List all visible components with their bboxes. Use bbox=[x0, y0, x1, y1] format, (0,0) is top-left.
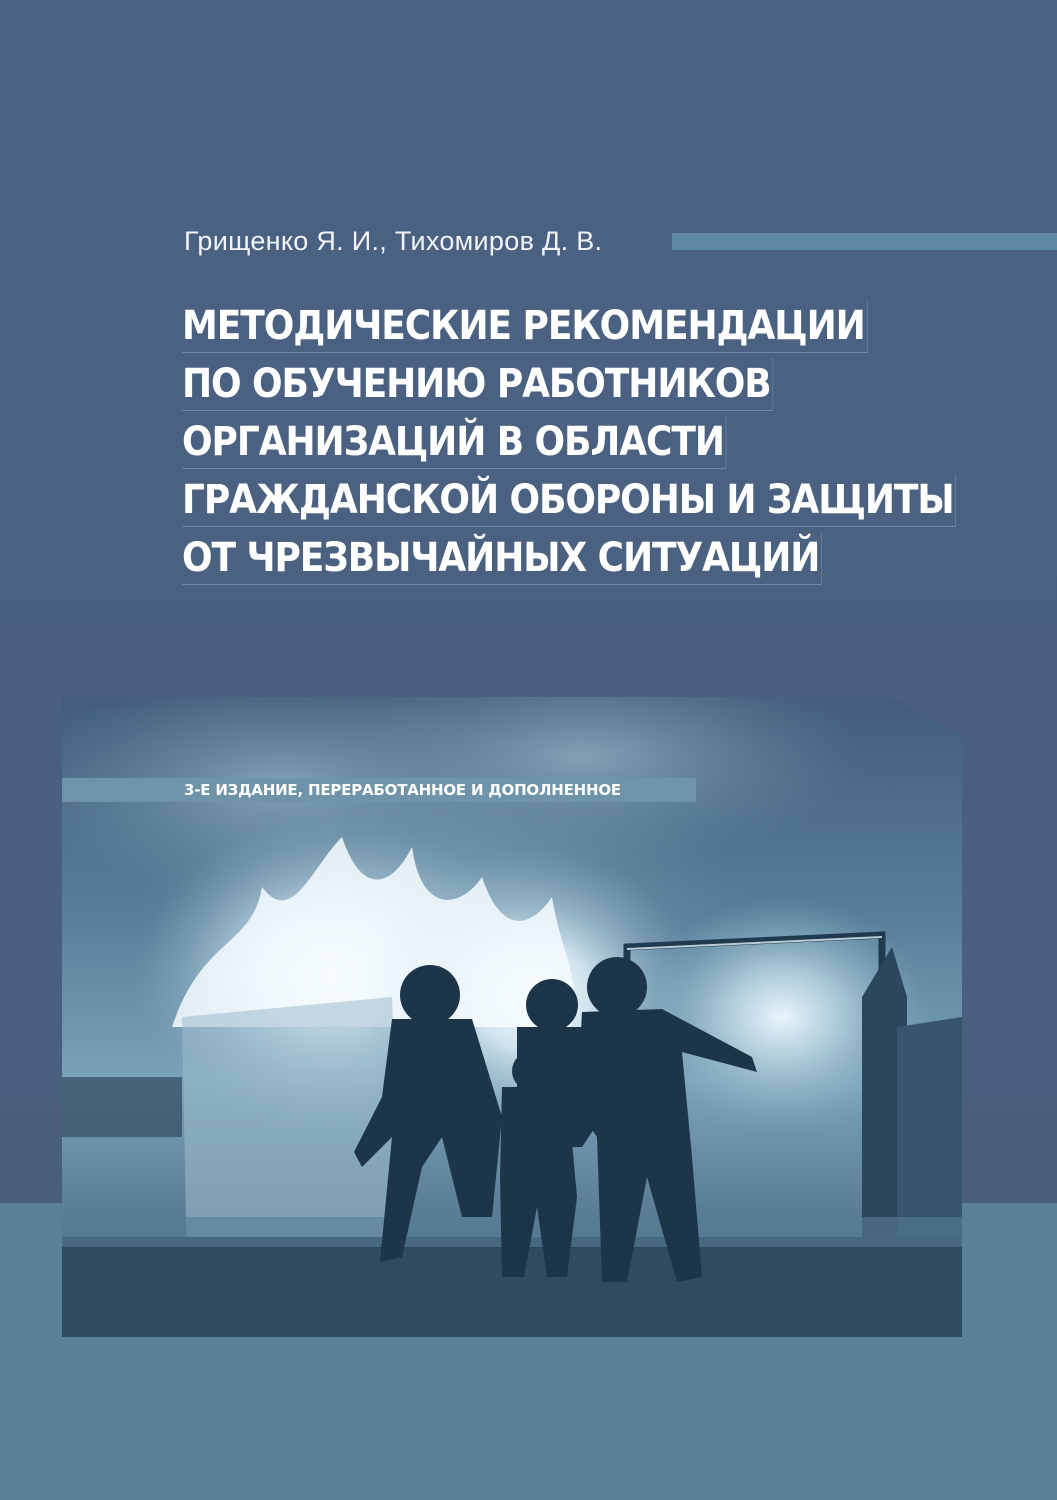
title-line-2: ПО ОБУЧЕНИЮ РАБОТНИКОВ bbox=[182, 358, 773, 411]
title-line-1: МЕТОДИЧЕСКИЕ РЕКОМЕНДАЦИИ bbox=[182, 300, 867, 353]
edition-label: 3-Е ИЗДАНИЕ, ПЕРЕРАБОТАННОЕ И ДОПОЛНЕННОЕ bbox=[184, 781, 621, 799]
title-line-4: ГРАЖДАНСКОЙ ОБОРОНЫ И ЗАЩИТЫ bbox=[182, 474, 956, 527]
authors: Грищенко Я. И., Тихомиров Д. В. bbox=[184, 226, 603, 256]
authors-accent-rule bbox=[672, 233, 1057, 250]
title-line-5: ОТ ЧРЕЗВЫЧАЙНЫХ СИТУАЦИЙ bbox=[182, 532, 822, 585]
title-line-3: ОРГАНИЗАЦИЙ В ОБЛАСТИ bbox=[182, 416, 727, 469]
book-title bbox=[182, 300, 1042, 590]
